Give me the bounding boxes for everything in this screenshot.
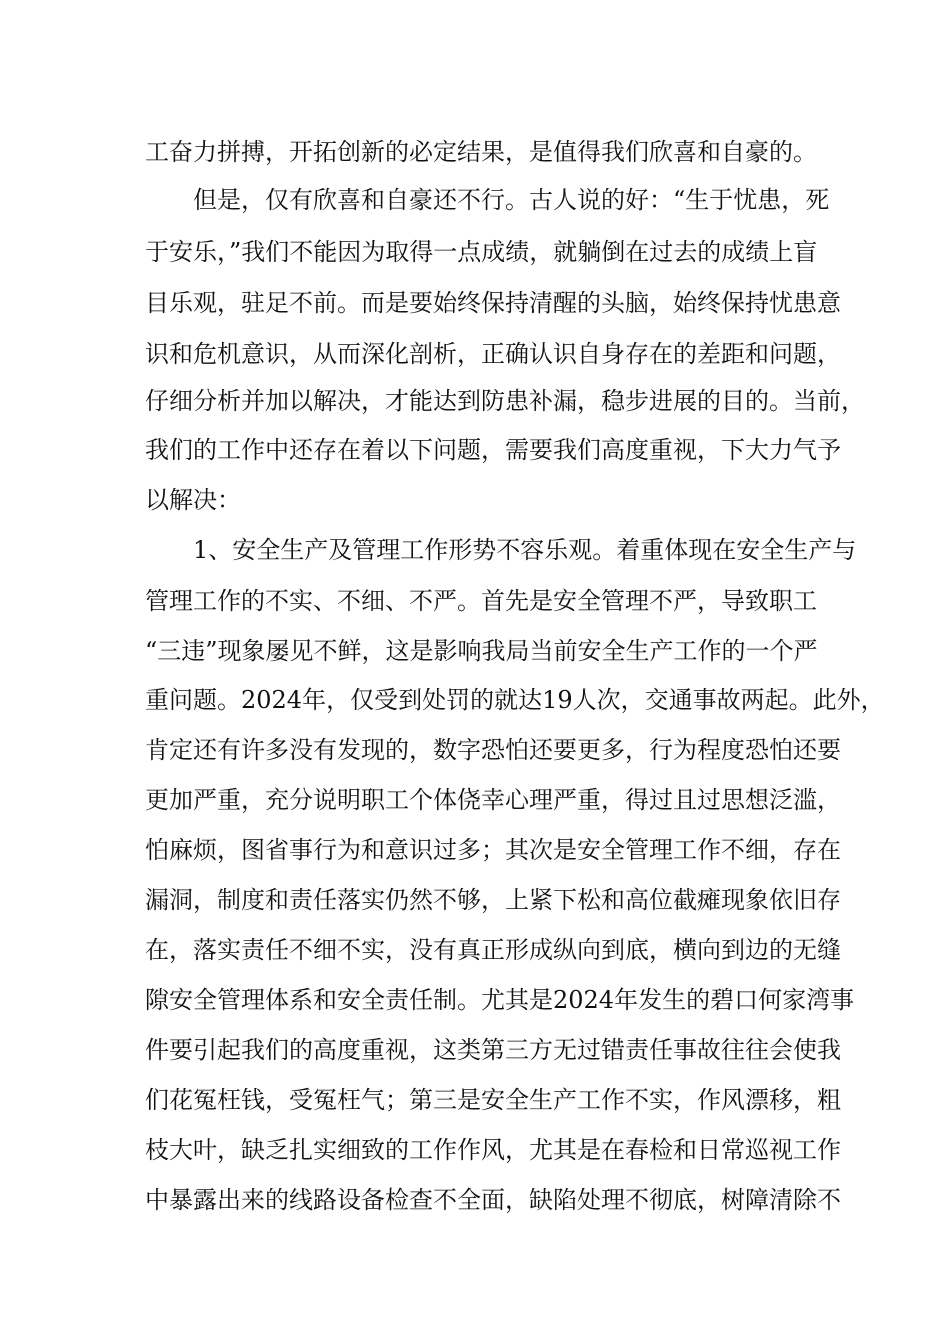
text-line: 在，落实责任不细不实，没有真正形成纵向到底，横向到边的无缝 bbox=[145, 936, 841, 964]
text-line: 仔细分析并加以解决，才能达到防患补漏，稳步进展的目的。当前， bbox=[145, 387, 865, 415]
text-line: 隙安全管理体系和安全责任制。尤其是2024年发生的碧口何家湾事 bbox=[145, 986, 855, 1014]
text-line: 但是，仅有欣喜和自豪还不行。古人说的好：“生于忧患，死 bbox=[145, 186, 830, 214]
text-line: 重问题。2024年，仅受到处罚的就达19人次，交通事故两起。此外， bbox=[145, 686, 885, 714]
text-line: 枝大叶，缺乏扎实细致的工作作风，尤其是在春检和日常巡视工作 bbox=[145, 1136, 841, 1164]
text-line: 目乐观，驻足不前。而是要始终保持清醒的头脑，始终保持忧患意 bbox=[145, 289, 841, 317]
text-line: 识和危机意识，从而深化剖析，正确认识自身存在的差距和问题， bbox=[145, 340, 841, 368]
text-line: 更加严重，充分说明职工个体侥幸心理严重，得过且过思想泛滥， bbox=[145, 786, 841, 814]
text-line: “三违”现象屡见不鲜，这是影响我局当前安全生产工作的一个严 bbox=[145, 637, 818, 665]
text-line: 们花冤枉钱，受冤枉气；第三是安全生产工作不实，作风漂移，粗 bbox=[145, 1086, 841, 1114]
text-line: 管理工作的不实、不细、不严。首先是安全管理不严，导致职工 bbox=[145, 587, 817, 615]
text-line: 工奋力拼搏，开拓创新的必定结果，是值得我们欣喜和自豪的。 bbox=[145, 138, 817, 166]
text-line: 漏洞，制度和责任落实仍然不够，上紧下松和高位截瘫现象依旧存 bbox=[145, 886, 841, 914]
text-line: 件要引起我们的高度重视，这类第三方无过错责任事故往往会使我 bbox=[145, 1036, 841, 1064]
text-line: 于安乐，”我们不能因为取得一点成绩，就躺倒在过去的成绩上盲 bbox=[145, 238, 818, 266]
text-line: 以解决： bbox=[145, 486, 241, 514]
text-line: 中暴露出来的线路设备检查不全面，缺陷处理不彻底，树障清除不 bbox=[145, 1186, 841, 1214]
text-line: 肯定还有许多没有发现的，数字恐怕还要更多，行为程度恐怕还要 bbox=[145, 736, 841, 764]
text-line: 1、安全生产及管理工作形势不容乐观。着重体现在安全生产与 bbox=[145, 536, 857, 564]
text-line: 怕麻烦，图省事行为和意识过多；其次是安全管理工作不细，存在 bbox=[145, 836, 841, 864]
text-line: 我们的工作中还存在着以下问题，需要我们高度重视，下大力气予 bbox=[145, 436, 841, 464]
